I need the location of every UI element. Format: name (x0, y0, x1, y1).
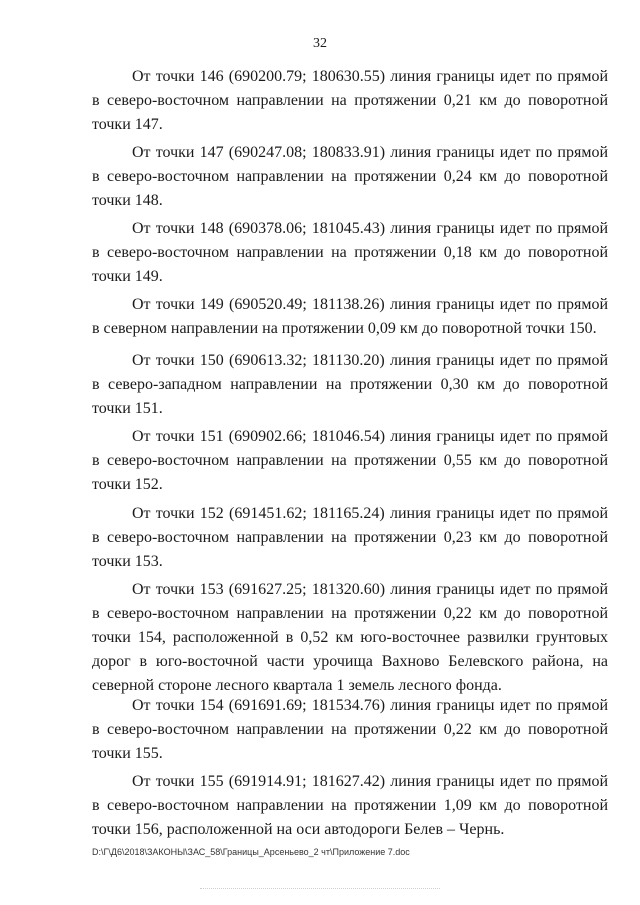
boundary-paragraph-151: От точки 151 (690902.66; 181046.54) линия границы идет по прямой в северо-восточном направлении на протяжении 0,55 км до поворотной точки 152. (92, 428, 608, 493)
boundary-paragraph-149: От точки 149 (690520.49; 181138.26) линия границы идет по прямой в северном направлении на протяжении 0,09 км до поворотной точки 150. (92, 296, 608, 337)
boundary-paragraph-146: От точки 146 (690200.79; 180630.55) линия границы идет по прямой в северо-восточном направлении на протяжении 0,21 км до поворотной точки 147. (92, 68, 608, 133)
boundary-paragraph-153: От точки 153 (691627.25; 181320.60) линия границы идет по прямой в северо-восточном направлении на протяжении 0,22 км до поворотной точки 154, расположенной в 0,52 км юго-восточнее развилки грунтовых дорог в юго-восточной части урочища Вахново Белевского района, на северной стороне лесного квартала 1 земель лесного фонда. (92, 581, 608, 694)
boundary-paragraph-147: От точки 147 (690247.08; 180833.91) линия границы идет по прямой в северо-восточном направлении на протяжении 0,24 км до поворотной точки 148. (92, 144, 608, 209)
boundary-paragraph-148: От точки 148 (690378.06; 181045.43) линия границы идет по прямой в северо-восточном направлении на протяжении 0,18 км до поворотной точки 149. (92, 220, 608, 285)
scan-artifact-line (200, 888, 440, 890)
boundary-paragraph-152: От точки 152 (691451.62; 181165.24) линия границы идет по прямой в северо-восточном направлении на протяжении 0,23 км до поворотной точки 153. (92, 505, 608, 570)
footer-file-path: D:\Г\Д6\2018\ЗАКОНЫ\ЗАС_58\Границы_Арсеньево_2 чт\Приложение 7.doc (92, 847, 410, 857)
page-number: 32 (313, 36, 327, 51)
boundary-paragraph-150: От точки 150 (690613.32; 181130.20) линия границы идет по прямой в северо-западном направлении на протяжении 0,30 км до поворотной точки 151. (92, 352, 608, 417)
boundary-paragraph-155: От точки 155 (691914.91; 181627.42) линия границы идет по прямой в северо-восточном направлении на протяжении 1,09 км до поворотной точки 156, расположенной на оси автодороги Белев – Чернь. (92, 773, 608, 838)
boundary-paragraph-154: От точки 154 (691691.69; 181534.76) линия границы идет по прямой в северо-восточном направлении на протяжении 0,22 км до поворотной точки 155. (92, 697, 608, 762)
